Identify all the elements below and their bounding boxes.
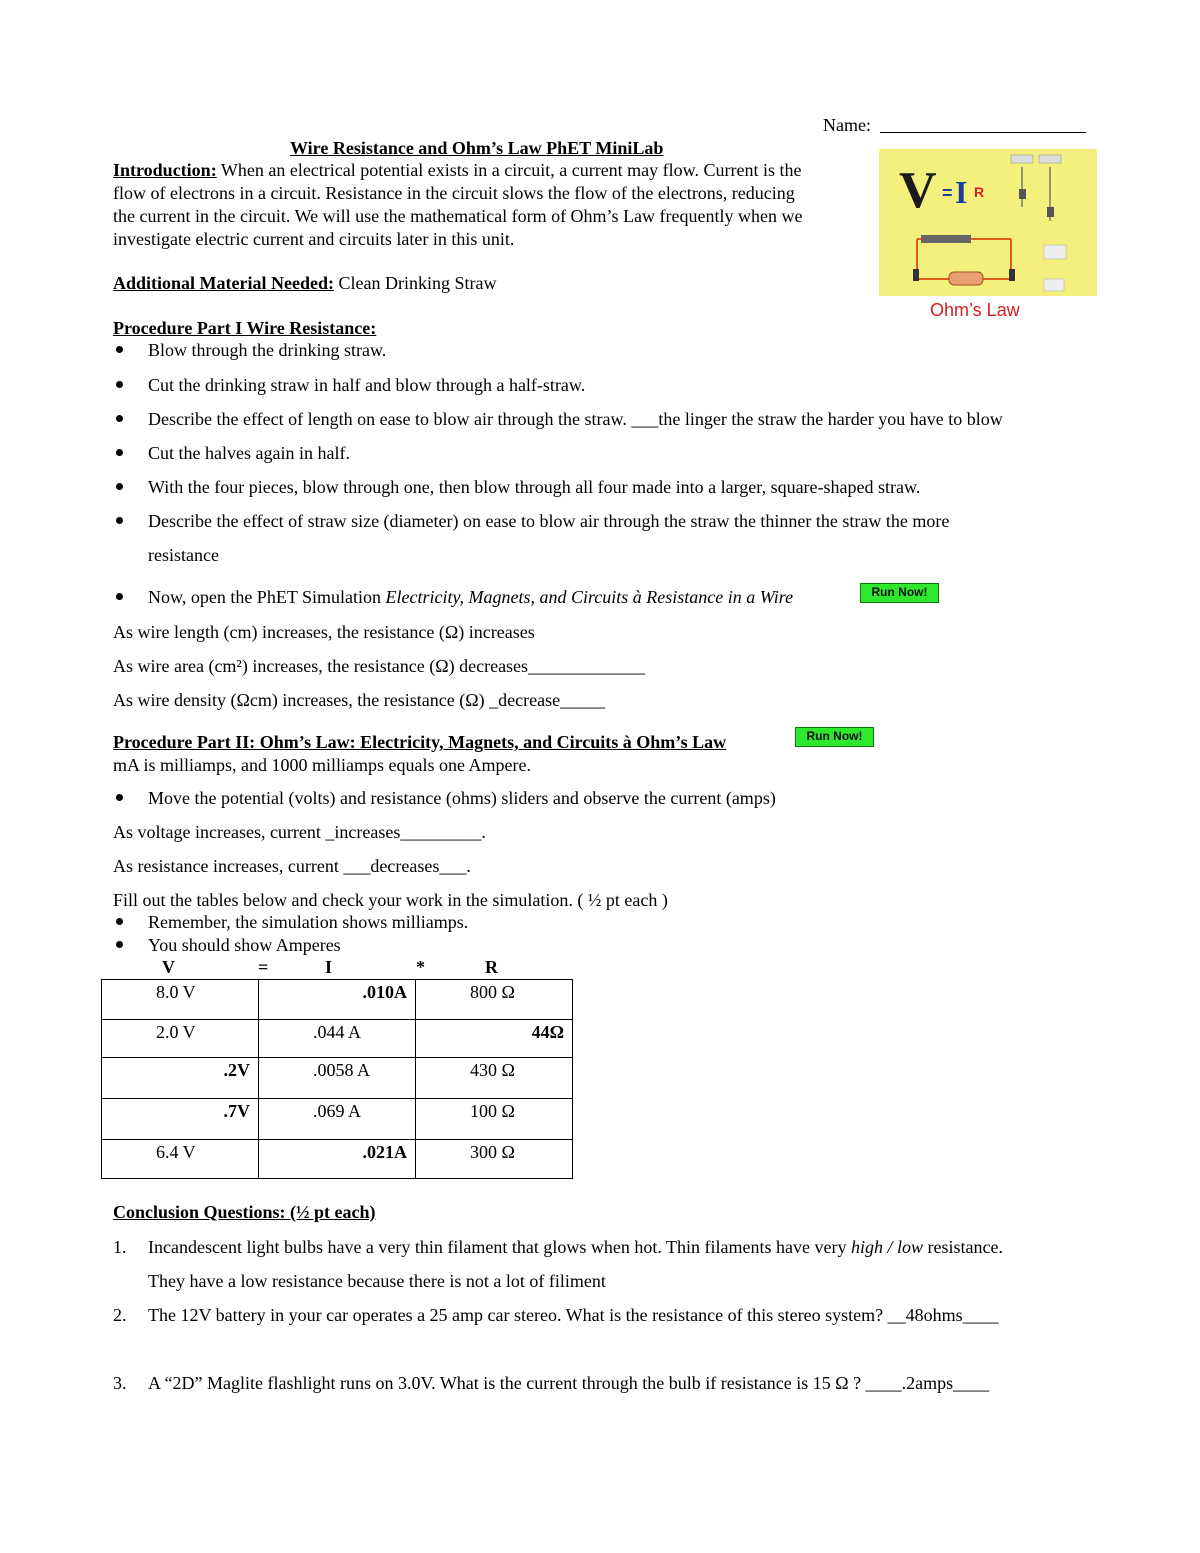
bullet-dot: [116, 381, 123, 388]
name-field[interactable]: [880, 132, 1086, 133]
bullet-dot: [116, 918, 123, 925]
ohms-law-caption: Ohm’s Law: [930, 300, 1020, 320]
q3-number: 3.: [113, 1373, 127, 1393]
resistance-cell[interactable]: 300 Ω: [416, 1140, 573, 1179]
q1-answer: They have a low resistance because there is not a lot of filiment: [148, 1271, 606, 1291]
q3-text: A “2D” Maglite flashlight runs on 3.0V. What is the current through the bulb if resistance is 15 Ω ? ____.2amps____: [148, 1373, 990, 1393]
col-header-i: I: [325, 957, 333, 977]
col-header-eq: =: [258, 957, 269, 977]
part1-bullet-4: Cut the halves again in half.: [148, 443, 350, 463]
bullet-dot: [116, 794, 123, 801]
current-cell[interactable]: .044 A: [259, 1020, 416, 1058]
part2-bullet: Move the potential (volts) and resistance (ohms) sliders and observe the current (amps): [148, 788, 776, 808]
table-row: [102, 1058, 573, 1099]
eq-sign: =: [942, 183, 953, 203]
voltage-cell[interactable]: .7V: [102, 1099, 259, 1140]
q1-text: Incandescent light bulbs have a very thin filament that glows when hot. Thin filaments have very high / low resistance.: [148, 1237, 1003, 1257]
table-row: [102, 1140, 573, 1179]
resistance-cell[interactable]: 44Ω: [416, 1020, 573, 1058]
q2-text: The 12V battery in your car operates a 25 amp car stereo. What is the resistance of this stereo system? __48ohms____: [148, 1305, 999, 1325]
part1-bullet-6: Describe the effect of straw size (diameter) on ease to blow air through the straw the thinner the straw the more: [148, 511, 950, 531]
bullet-dot: [116, 346, 123, 353]
bullet-dot: [116, 593, 123, 600]
part1-bullet-1: Blow through the drinking straw.: [148, 340, 387, 360]
ohms-law-diagram: [879, 149, 1097, 296]
intro-heading: Introduction:: [113, 160, 217, 180]
table-row: [102, 980, 573, 1020]
q1-choice: high / low: [850, 1237, 923, 1257]
sim-line: Now, open the PhET Simulation Electricity, Magnets, and Circuits à Resistance in a Wire: [148, 587, 794, 607]
current-cell[interactable]: .021A: [259, 1140, 416, 1179]
bullet-dot: [116, 517, 123, 524]
col-header-times: *: [416, 957, 425, 977]
intro-line-2: flow of electrons in a circuit. Resistance in the circuit slows the flow of the electrons, reducing: [113, 183, 795, 203]
v-letter: V: [899, 162, 937, 219]
part2-statement-1: As voltage increases, current _increases_________.: [113, 822, 486, 842]
table-row: [102, 1099, 573, 1140]
part2-statement-2: As resistance increases, current ___decreases___.: [113, 856, 471, 876]
r-letter: R: [974, 184, 985, 200]
intro-line-4: investigate electric current and circuits later in this unit.: [113, 229, 515, 249]
part1-statement-2: As wire area (cm²) increases, the resistance (Ω) decreases_____________: [113, 656, 646, 676]
ohms-law-image: [879, 149, 1097, 296]
part2-heading: Procedure Part II: Ohm’s Law: Electricity, Magnets, and Circuits à Ohm’s Law: [113, 732, 727, 752]
bullet-dot: [116, 449, 123, 456]
part1-heading: Procedure Part I Wire Resistance:: [113, 318, 377, 338]
voltage-cell[interactable]: .2V: [102, 1058, 259, 1099]
voltage-cell[interactable]: 2.0 V: [102, 1020, 259, 1058]
run-now-button[interactable]: Run Now!: [860, 583, 939, 603]
voltage-cell[interactable]: 8.0 V: [102, 980, 259, 1020]
col-header-r: R: [485, 957, 498, 977]
current-cell[interactable]: .0058 A: [259, 1058, 416, 1099]
ohms-law-table: [101, 979, 573, 1179]
material-line: [113, 272, 496, 294]
part1-statement-1: As wire length (cm) increases, the resistance (Ω) increases: [113, 622, 535, 642]
i-letter: I: [955, 174, 968, 210]
material-text: Clean Drinking Straw: [333, 273, 497, 293]
part1-bullet-6-cont: resistance: [148, 545, 219, 565]
reminder-2: You should show Amperes: [148, 935, 341, 955]
resistance-cell[interactable]: 800 Ω: [416, 980, 573, 1020]
part2-note: mA is milliamps, and 1000 milliamps equals one Ampere.: [113, 755, 531, 775]
part1-bullet-3: Describe the effect of length on ease to blow air through the straw. ___the linger the straw the harder you have to blow: [148, 409, 1003, 429]
material-heading: Additional Material Needed:: [113, 273, 334, 293]
q1-number: 1.: [113, 1237, 127, 1257]
current-cell[interactable]: .069 A: [259, 1099, 416, 1140]
intro-line-1: Introduction: When an electrical potential exists in a circuit, a current may flow. Current is the: [113, 160, 802, 180]
part1-bullet-5: With the four pieces, blow through one, then blow through all four made into a larger, square-shaped straw.: [148, 477, 921, 497]
name-label: Name:: [823, 115, 871, 135]
bullet-dot: [116, 941, 123, 948]
bullet-dot: [116, 415, 123, 422]
resistance-cell[interactable]: 430 Ω: [416, 1058, 573, 1099]
voltage-cell[interactable]: 6.4 V: [102, 1140, 259, 1179]
bullet-dot: [116, 483, 123, 490]
table-row: [102, 1020, 573, 1058]
current-cell[interactable]: .010A: [259, 980, 416, 1020]
col-header-v: V: [162, 957, 175, 977]
part1-bullet-2: Cut the drinking straw in half and blow through a half-straw.: [148, 375, 586, 395]
page-title: Wire Resistance and Ohm’s Law PhET MiniLab: [290, 138, 664, 158]
part2-instruction: Fill out the tables below and check your work in the simulation. ( ½ pt each ): [113, 890, 668, 910]
part1-statement-3: As wire density (Ωcm) increases, the resistance (Ω) _decrease_____: [113, 690, 606, 710]
run-now-button[interactable]: Run Now!: [795, 727, 874, 747]
reminder-1: Remember, the simulation shows milliamps.: [148, 912, 469, 932]
q2-number: 2.: [113, 1305, 127, 1325]
intro-line-3: the current in the circuit. We will use the mathematical form of Ohm’s Law frequently when we: [113, 206, 803, 226]
sim-name: Electricity, Magnets, and Circuits à Resistance in a Wire: [385, 587, 794, 607]
resistance-cell[interactable]: 100 Ω: [416, 1099, 573, 1140]
conclusion-heading: Conclusion Questions: (½ pt each): [113, 1202, 376, 1222]
